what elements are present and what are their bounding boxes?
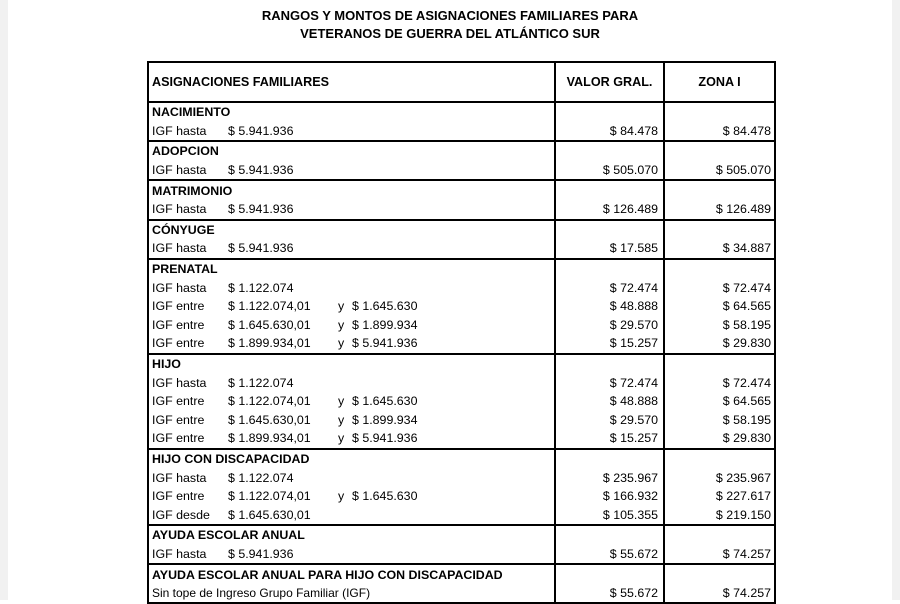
zona-i-cell: $ 72.474 [664,278,775,297]
valor-gral-cell: $ 84.478 [555,122,664,142]
range-text [152,299,551,313]
range-cell [148,316,555,335]
section-name: MATRIMONIO [148,180,555,200]
section-header-empty-cell [664,180,775,200]
range-connector: y [338,489,345,504]
table-row [148,392,775,411]
range-to: $ 5.941.936 [352,336,418,351]
zona-i-cell: $ 29.830 [664,334,775,354]
valor-gral-cell: $ 166.932 [555,487,664,506]
header-valor-gral: VALOR GRAL. [555,62,664,102]
range-cell [148,545,555,565]
range-prefix: IGF hasta [152,202,207,217]
range-connector: y [338,317,345,332]
table-row [148,411,775,430]
section-header-empty-cell [664,525,775,545]
range-from: $ 1.122.074 [228,375,294,390]
table-header-row [148,62,775,102]
section-header-empty-cell [555,525,664,545]
range-to: $ 1.899.934 [352,412,418,427]
range-cell [148,122,555,142]
valor-gral-cell: $ 126.489 [555,200,664,220]
table-row [148,200,775,220]
zona-i-cell: $ 34.887 [664,239,775,259]
zona-i-cell: $ 74.257 [664,584,775,604]
zona-i-cell: $ 235.967 [664,468,775,487]
range-from: $ 5.941.936 [228,241,294,256]
section-header-row [148,180,775,200]
zona-i-cell: $ 505.070 [664,161,775,181]
valor-gral-cell: $ 55.672 [555,545,664,565]
zona-i-cell: $ 227.617 [664,487,775,506]
range-prefix: IGF hasta [152,375,207,390]
table-row [148,278,775,297]
table-row [148,373,775,392]
table-row [148,334,775,354]
range-prefix: IGF entre [152,299,205,314]
table-row [148,161,775,181]
range-text [152,547,551,561]
section-name: AYUDA ESCOLAR ANUAL PARA HIJO CON DISCAPACIDAD [148,564,555,584]
range-cell [148,200,555,220]
section-name: PRENATAL [148,259,555,279]
range-from: $ 1.645.630,01 [228,412,311,427]
range-to: $ 5.941.936 [352,431,418,446]
zona-i-cell: $ 126.489 [664,200,775,220]
range-prefix: IGF hasta [152,241,207,256]
valor-gral-cell: $ 29.570 [555,316,664,335]
range-prefix: IGF hasta [152,470,207,485]
range-cell [148,239,555,259]
range-prefix: IGF entre [152,412,205,427]
valor-gral-cell: $ 29.570 [555,411,664,430]
range-text [152,376,551,390]
range-to: $ 1.645.630 [352,299,418,314]
section-name: AYUDA ESCOLAR ANUAL [148,525,555,545]
range-cell [148,505,555,525]
section-header-empty-cell [555,102,664,122]
section-name: HIJO CON DISCAPACIDAD [148,449,555,469]
range-connector: y [338,299,345,314]
valor-gral-cell: $ 105.355 [555,505,664,525]
range-cell [148,429,555,449]
range-from: $ 1.122.074 [228,280,294,295]
range-from: $ 1.122.074 [228,470,294,485]
section-header-empty-cell [555,220,664,240]
range-cell [148,392,555,411]
range-cell [148,334,555,354]
zona-i-cell: $ 64.565 [664,297,775,316]
range-connector: y [338,431,345,446]
section-header-row [148,102,775,122]
range-to: $ 1.645.630 [352,394,418,409]
zona-i-cell: $ 84.478 [664,122,775,142]
range-from: $ 5.941.936 [228,163,294,178]
range-cell [148,584,555,604]
zona-i-cell: $ 58.195 [664,411,775,430]
section-name: HIJO [148,354,555,374]
range-prefix: IGF desde [152,507,210,522]
range-text [152,471,551,485]
zona-i-cell: $ 219.150 [664,505,775,525]
range-prefix: IGF entre [152,489,205,504]
valor-gral-cell: $ 72.474 [555,278,664,297]
range-text [152,431,551,445]
range-text [152,241,551,255]
document-title-line-2: VETERANOS DE GUERRA DEL ATLÁNTICO SUR [300,26,600,41]
range-to: $ 1.645.630 [352,489,418,504]
section-header-row [148,564,775,584]
range-cell [148,411,555,430]
range-prefix: IGF entre [152,336,205,351]
header-asignaciones: ASIGNACIONES FAMILIARES [148,62,555,102]
range-text [152,281,551,295]
range-text [152,394,551,408]
valor-gral-cell: $ 48.888 [555,392,664,411]
range-cell [148,161,555,181]
section-header-empty-cell [555,564,664,584]
table-row [148,545,775,565]
range-from: $ 5.941.936 [228,123,294,138]
zona-i-cell: $ 74.257 [664,545,775,565]
section-header-row [148,525,775,545]
range-cell [148,373,555,392]
range-from: $ 1.645.630,01 [228,507,311,522]
section-header-row [148,354,775,374]
range-cell [148,468,555,487]
section-name: NACIMIENTO [148,102,555,122]
range-text [152,508,551,522]
section-header-empty-cell [555,180,664,200]
zona-i-cell: $ 29.830 [664,429,775,449]
range-connector: y [338,336,345,351]
table-row [148,429,775,449]
header-zona-i: ZONA I [664,62,775,102]
range-text [152,413,551,427]
range-to: $ 1.899.934 [352,317,418,332]
range-prefix: IGF entre [152,317,205,332]
range-prefix: IGF entre [152,431,205,446]
section-header-empty-cell [555,449,664,469]
table-row [148,316,775,335]
valor-gral-cell: $ 17.585 [555,239,664,259]
range-text [152,336,551,350]
right-margin [892,0,900,600]
valor-gral-cell: $ 15.257 [555,334,664,354]
range-connector: y [338,394,345,409]
table-row [148,505,775,525]
range-text [152,318,551,332]
table-row [148,487,775,506]
range-cell [148,487,555,506]
section-name: CÓNYUGE [148,220,555,240]
range-cell [148,278,555,297]
section-header-empty-cell [664,564,775,584]
table-row [148,122,775,142]
document-title-line-1: RANGOS Y MONTOS DE ASIGNACIONES FAMILIARES PARA [261,8,639,23]
section-name: ADOPCION [148,141,555,161]
section-header-empty-cell [555,354,664,374]
range-prefix: IGF hasta [152,123,207,138]
section-header-empty-cell [664,220,775,240]
range-prefix: IGF hasta [152,163,207,178]
range-text [152,202,551,216]
range-from: $ 5.941.936 [228,202,294,217]
table-body [148,102,775,603]
section-header-empty-cell [555,141,664,161]
range-from: $ 5.941.936 [228,546,294,561]
range-from: $ 1.122.074,01 [228,394,311,409]
valor-gral-cell: $ 48.888 [555,297,664,316]
zona-i-cell: $ 64.565 [664,392,775,411]
zona-i-cell: $ 72.474 [664,373,775,392]
range-from: $ 1.645.630,01 [228,317,311,332]
valor-gral-cell: $ 72.474 [555,373,664,392]
section-header-row [148,259,775,279]
range-prefix: IGF hasta [152,546,207,561]
section-header-row [148,449,775,469]
table-row [148,468,775,487]
range-prefix: IGF entre [152,394,205,409]
valor-gral-cell: $ 15.257 [555,429,664,449]
table-row [148,297,775,316]
table-row [148,239,775,259]
range-from: $ 1.899.934,01 [228,431,311,446]
range-connector: y [338,412,345,427]
range-from: $ 1.899.934,01 [228,336,311,351]
range-from: $ 1.122.074,01 [228,489,311,504]
section-header-empty-cell [664,259,775,279]
range-text [152,163,551,177]
section-header-empty-cell [664,449,775,469]
section-header-row [148,141,775,161]
section-header-empty-cell [664,102,775,122]
range-prefix: IGF hasta [152,280,207,295]
valor-gral-cell: $ 55.672 [555,584,664,604]
range-from: $ 1.122.074,01 [228,299,311,314]
section-header-empty-cell [664,141,775,161]
valor-gral-cell: $ 235.967 [555,468,664,487]
table-row [148,584,775,604]
section-header-row [148,220,775,240]
left-margin [0,0,8,600]
range-text [152,124,551,138]
range-text [152,489,551,503]
allowances-table [147,61,776,604]
section-header-empty-cell [664,354,775,374]
section-header-empty-cell [555,259,664,279]
range-description: Sin tope de Ingreso Grupo Familiar (IGF) [152,586,371,601]
zona-i-cell: $ 58.195 [664,316,775,335]
valor-gral-cell: $ 505.070 [555,161,664,181]
range-cell [148,297,555,316]
